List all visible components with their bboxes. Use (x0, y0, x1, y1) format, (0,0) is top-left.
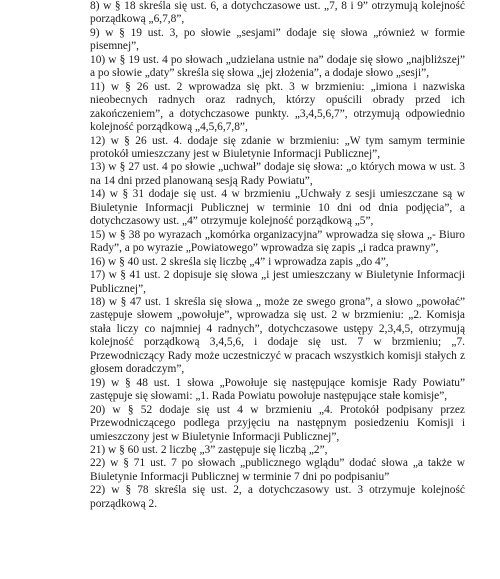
paragraph-item-19: 19) w § 48 ust. 1 słowa „Powołuje się następujące komisje Rady Powiatu” zastępuje się słowami: „1. Rada Powiatu powołuje następujące stałe komisje”, (90, 376, 465, 403)
document-body (90, 0, 465, 511)
paragraph-item-9: 9) w § 19 ust. 3, po słowie „sesjami” dodaje się słowa „również w formie pisemnej”, (90, 26, 465, 53)
paragraph-item-18: 18) w § 47 ust. 1 skreśla się słowa „ może ze swego grona”, a słowo „powołać” zastępuje słowem „powołuje”, wprowadza się ust. 2 w brzmieniu: „2. Komisja stała liczy co najmniej 4 radnych”, dotychczasowe ustępy 2,3,4,5, otrzymują kolejność porządkową 3,4,5,6, i dodaje się ust. 7 w brzmieniu; „7. Przewodniczący Rady może uczestniczyć w pracach wszystkich komisji stałych z głosem doradczym”, (90, 295, 465, 376)
paragraph-item-13: 13) w § 27 ust. 4 po słowie „uchwał” dodaje się słowa: „o których mowa w ust. 3 na 14 dni przed planowaną sesją Rady Powiatu”, (90, 161, 465, 187)
paragraph-item-14: 14) w § 31 dodaje się ust. 4 w brzmieniu „Uchwały z sesji umieszczane są w Biuletynie Informacji Publicznej w terminie 10 dni od dnia podjęcia”, a dotychczasowy ust. „4” otrzymuje kolejność porządkową „5”, (90, 188, 465, 228)
paragraph-item-15: 15) w § 38 po wyrazach „komórka organizacyjna” wprowadza się słowa „- Biuro Rady”, a po wyrazie „Powiatowego” wprowadza się zapis „i radca prawny”, (90, 228, 465, 255)
paragraph-item-16: 16) w § 40 ust. 2 skreśla się liczbę „4” i wprowadza zapis „do 4”, (90, 255, 389, 268)
paragraph-item-22a: 22) w § 71 ust. 7 po słowach „publicznego wglądu” dodać słowa „a także w Biuletynie Informacji Publicznej w terminie 7 dni po podpisaniu” (90, 457, 465, 483)
paragraph-item-17: 17) w § 41 ust. 2 dopisuje się słowa „i jest umieszczany w Biuletynie Informacji Publicznej”, (90, 269, 465, 295)
paragraph-item-10: 10) w § 19 ust. 4 po słowach „udzielana ustnie na” dodaje się słowo „najbliższej” a po słowie „daty” skreśla się słowa „jej złożenia”, a dodaje słowo „sesji”, (90, 53, 465, 80)
paragraph-item-22b: 22) w § 78 skreśla się ust. 2, a dotychczasowy ust. 3 otrzymuje kolejność porządkową 2. (90, 484, 465, 510)
paragraph-item-8: 8) w § 18 skreśla się ust. 6, a dotychczasowe ust. „7, 8 i 9” otrzymują kolejność porządkową „6,7,8”, (90, 0, 465, 26)
paragraph-item-21: 21) w § 60 ust. 2 liczbę „3” zastępuje się liczbą „2”, (90, 443, 328, 456)
paragraph-item-12: 12) w § 26 ust. 4. dodaje się zdanie w brzmieniu: „W tym samym terminie protokół umieszczany jest w Biuletynie Informacji Publicznej”, (90, 134, 465, 160)
paragraph-item-11: 11) w § 26 ust. 2 wprowadza się pkt. 3 w brzmieniu: „imiona i nazwiska nieobecnych radnych oraz radnych, którzy opuścili obrady przed ich zakończeniem”, a dotychczasowe punkty. „3,4,5,6,7”, otrzymują odpowiednio kolejność porządkową „4,5,6,7,8”, (90, 80, 465, 134)
paragraph-item-20: 20) w § 52 dodaje się ust 4 w brzmieniu „4. Protokół podpisany przez Przewodniczącego podlega przyjęciu na następnym posiedzeniu Komisji i umieszczony jest w Biuletynie Informacji Publicznej”, (90, 403, 465, 443)
